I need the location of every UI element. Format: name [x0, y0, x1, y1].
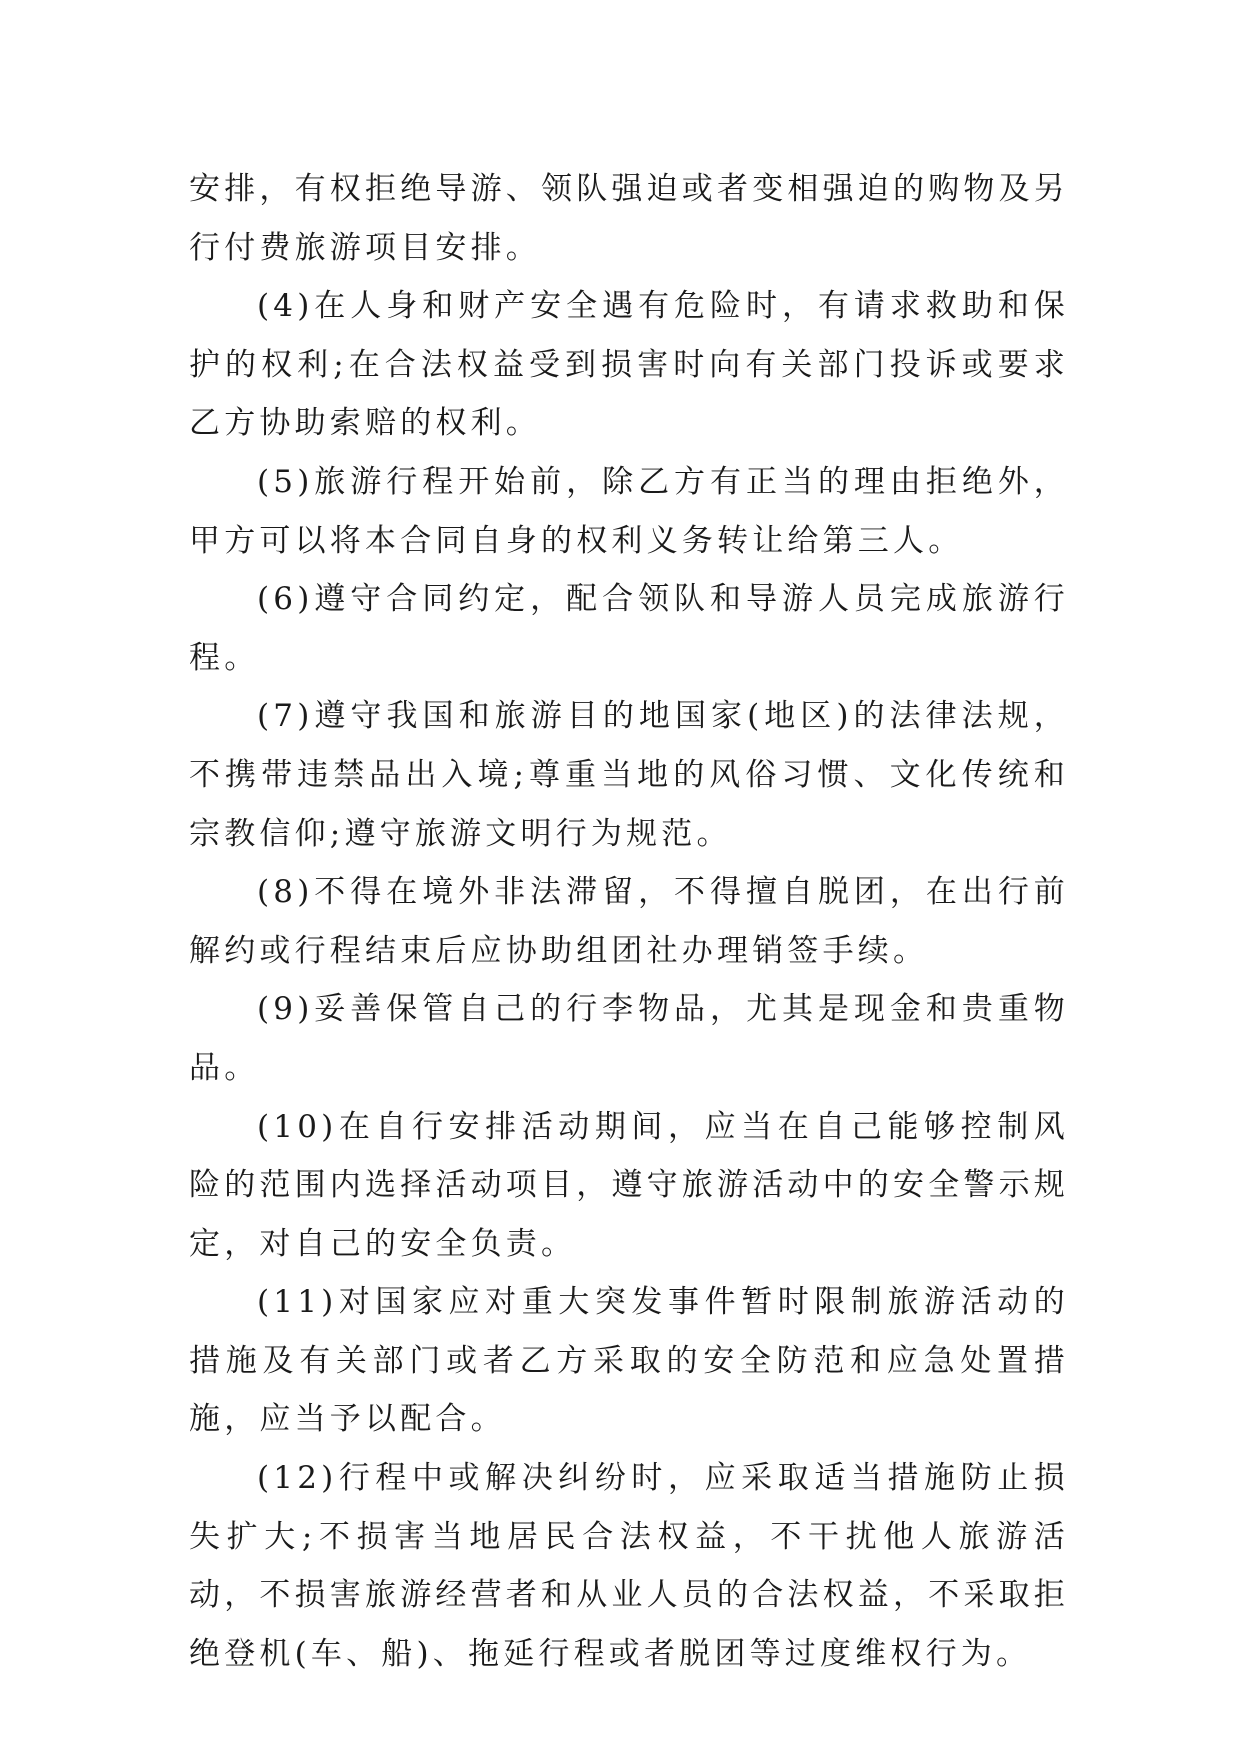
paragraph-item-8: (8)不得在境外非法滞留，不得擅自脱团，在出行前解约或行程结束后应协助组团社办理销签手续。 [189, 874, 1069, 969]
paragraph-item-4: (4)在人身和财产安全遇有危险时，有请求救助和保护的权利;在合法权益受到损害时向有关部门投诉或要求乙方协助索赔的权利。 [189, 288, 1069, 442]
document-body [189, 160, 1069, 1683]
paragraph-item-12: (12)行程中或解决纠纷时，应采取适当措施防止损失扩大;不损害当地居民合法权益，不干扰他人旅游活动，不损害旅游经营者和从业人员的合法权益，不采取拒绝登机(车、船)、拖延行程或者脱团等过度维权行为。 [189, 1460, 1069, 1672]
paragraph-item-10: (10)在自行安排活动期间，应当在自己能够控制风险的范围内选择活动项目，遵守旅游活动中的安全警示规定，对自己的安全负责。 [189, 1108, 1069, 1262]
paragraph-item-9: (9)妥善保管自己的行李物品，尤其是现金和贵重物品。 [189, 991, 1069, 1086]
paragraph-item-11: (11)对国家应对重大突发事件暂时限制旅游活动的措施及有关部门或者乙方采取的安全防范和应急处置措施，应当予以配合。 [189, 1284, 1069, 1438]
paragraph-item-5: (5)旅游行程开始前，除乙方有正当的理由拒绝外，甲方可以将本合同自身的权利义务转让给第三人。 [189, 463, 1069, 559]
paragraph-item-7: (7)遵守我国和旅游目的地国家(地区)的法律法规，不携带违禁品出入境;尊重当地的风俗习惯、文化传统和宗教信仰;遵守旅游文明行为规范。 [189, 698, 1069, 852]
paragraph-item-6: (6)遵守合同约定，配合领队和导游人员完成旅游行程。 [189, 581, 1069, 676]
paragraph-continuation: 安排，有权拒绝导游、领队强迫或者变相强迫的购物及另行付费旅游项目安排。 [189, 171, 1069, 266]
